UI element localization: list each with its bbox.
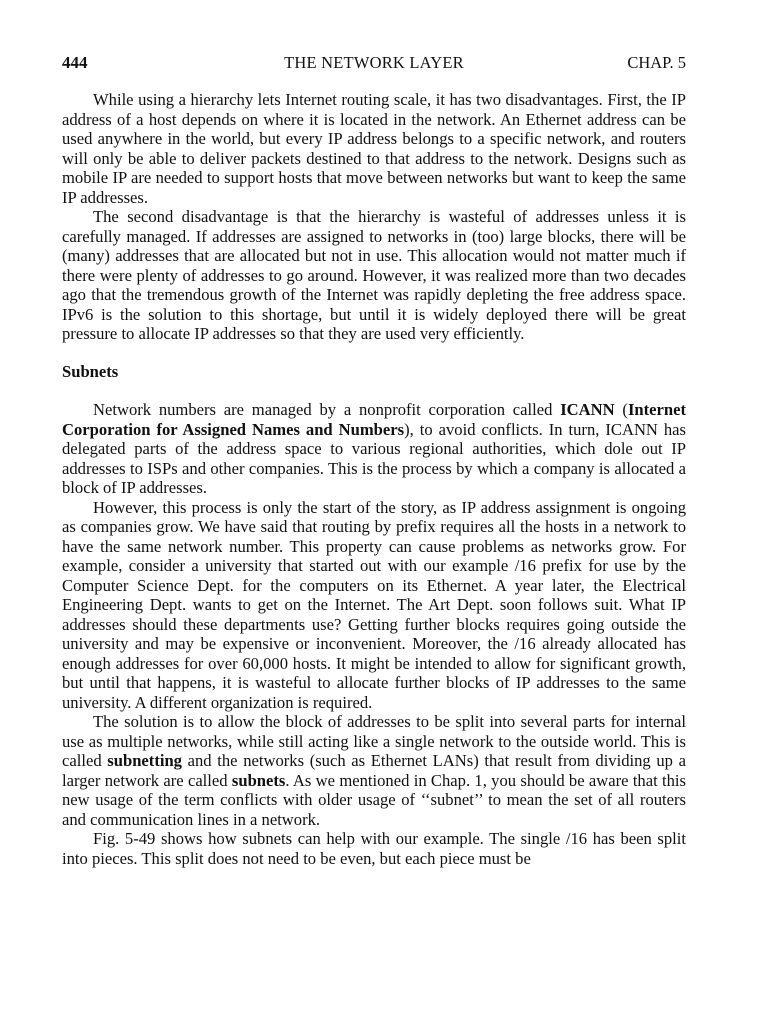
term-subnetting: subnetting [107,751,182,770]
term-subnets: subnets [231,770,286,790]
text-run: Network numbers are managed by a nonprofit corporation called [93,400,561,419]
body-text [62,90,686,868]
running-header [62,50,686,76]
paragraph-subnetting-solution [62,712,686,829]
paragraph-address-assignment: However, this process is only the start of the story, as IP address assignment is ongoing as companies grow. We have said that routing by prefix requires all the hosts in a network to have the same network number. This property can cause problems as networks grow. For example, consider a university that started out with our example /16 prefix for use by the Computer Science Dept. for the computers on its Ethernet. A year later, the Electrical Engineering Dept. wants to get on the Internet. The Art Dept. soon follows suit. What IP addresses should these departments use? Getting further blocks requires going outside the university and may be expensive or inconvenient. Moreover, the /16 already allocated has enough addresses for over 60,000 hosts. It might be intended to allow for significant growth, but until that happens, it is wasteful to allocate further blocks of IP addresses to the same university. A different organization is required. [62,497,686,712]
chapter-title: THE NETWORK LAYER [284,53,464,72]
paragraph-disadvantages-intro: While using a hierarchy lets Internet routing scale, it has two disadvantages. First, the IP address of a host depends on where it is located in the network. An Ethernet address can be used anywhere in the world, but every IP address belongs to a specific network, and routers will only be able to deliver packets destined to that address to the network. Designs such as mobile IP are needed to support hosts that move between networks but want to keep the same IP addresses. [62,90,686,207]
text-run: The solution is to allow the block of addresses to be split into several parts for internal use as multiple networks, while still acting like a single network to the outside world. This is called [62,712,686,770]
term-icann: ICANN [560,400,615,419]
page-number: 444 [62,53,88,72]
paragraph-icann [62,400,686,498]
text-run: and the networks (such as Ethernet LANs) that result from dividing up a larger network are called [62,751,686,790]
paragraph-second-disadvantage: The second disadvantage is that the hierarchy is wasteful of addresses unless it is carefully managed. If addresses are assigned to networks in (too) large blocks, there will be (many) addresses that are allocated but not in use. This allocation would not matter much if there were plenty of addresses to go around. However, it was realized more than two decades ago that the tremendous growth of the Internet was rapidly depleting the free address space. IPv6 is the solution to this shortage, but until it is widely deployed there will be great pressure to allocate IP addresses so that they are used very efficiently. [62,207,686,343]
section-heading-subnets: Subnets [62,361,119,381]
chapter-reference: CHAP. 5 [627,53,686,72]
text-run: ), to avoid conflicts. In turn, ICANN has delegated parts of the address space to various regional authorities, which dole out IP addresses to ISPs and other companies. This is the process by which a company is allocated a block of IP addresses. [62,419,687,497]
paragraph-figure-reference: Fig. 5-49 shows how subnets can help with our example. The single /16 has been split into pieces. This split does not need to be even, but each piece must be [62,829,686,868]
text-run: . As we mentioned in Chap. 1, you should be aware that this new usage of the term conflicts with older usage of ‘‘subnet’’ to mean the set of all routers and communication lines in a network. [62,770,686,829]
book-page [62,50,686,868]
text-run: ( [614,400,628,419]
term-icann-full-name: Internet Corporation for Assigned Names and Numbers [62,400,686,439]
